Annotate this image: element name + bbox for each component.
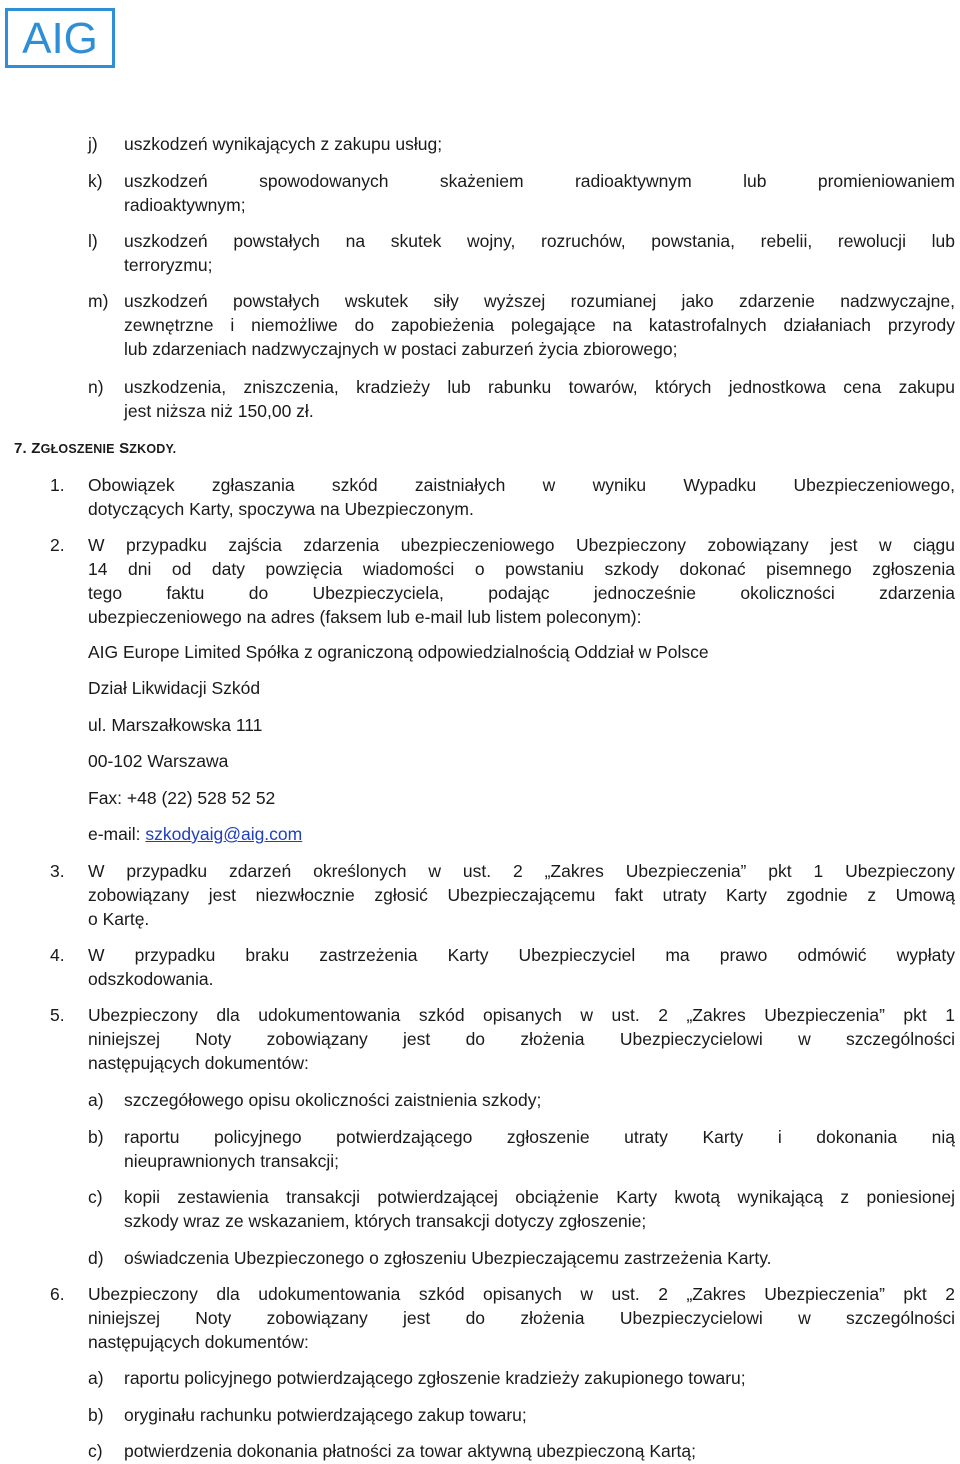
address-street: ul. Marszałkowska 111 — [88, 715, 263, 735]
list-item-text: lub zdarzeniach nadzwyczajnych w postaci zaburzeń życia zbiorowego; — [124, 339, 678, 359]
list-marker: c) — [88, 1441, 103, 1461]
list-item-text: szczegółowego opisu okoliczności zaistnienia szkody; — [124, 1090, 542, 1110]
list-item-text: uszkodzeń powstałych na skutek wojny, rozruchów, powstania, rebelii, rewolucji lub — [124, 231, 955, 251]
section-heading: 7. ZGŁOSZENIE SZKODY. — [14, 440, 177, 457]
paragraph-line: niniejszej Noty zobowiązany jest do złożenia Ubezpieczycielowi w szczególności — [88, 1308, 955, 1328]
point-number: 3. — [50, 861, 65, 881]
paragraph-line: zobowiązany jest niezwłocznie zgłosić Ubezpieczającemu fakt utraty Karty zgodnie z Umową — [88, 885, 955, 905]
paragraph-line: niniejszej Noty zobowiązany jest do złożenia Ubezpieczycielowi w szczególności — [88, 1029, 955, 1049]
paragraph-line: Obowiązek zgłaszania szkód zaistniałych w wyniku Wypadku Ubezpieczeniowego, — [88, 475, 955, 495]
list-marker: n) — [88, 377, 104, 397]
list-item-text: szkody wraz ze wskazaniem, których transakcji dotyczy zgłoszenie; — [124, 1211, 647, 1231]
paragraph-line: dotyczących Karty, spoczywa na Ubezpieczonym. — [88, 499, 474, 519]
list-item-text: potwierdzenia dokonania płatności za towar aktywną ubezpieczoną Kartą; — [124, 1441, 697, 1461]
list-item-text: uszkodzeń spowodowanych skażeniem radioaktywnym lub promieniowaniem — [124, 171, 955, 191]
list-marker: k) — [88, 171, 103, 191]
aig-logo-text: AIG — [22, 15, 98, 61]
point-number: 1. — [50, 475, 65, 495]
paragraph-line: ubezpieczeniowego na adres (faksem lub e-mail lub listem poleconym): — [88, 607, 642, 627]
list-item-text: raportu policyjnego potwierdzającego zgłoszenie utraty Karty i dokonania nią — [124, 1127, 955, 1147]
email-label: e-mail: — [88, 824, 146, 844]
list-item-text: oświadczenia Ubezpieczonego o zgłoszeniu Ubezpieczającemu zastrzeżenia Karty. — [124, 1248, 772, 1268]
list-item-text: zewnętrzne i niemożliwe do zapobieżenia polegające na katastrofalnych działaniach przyrody — [124, 315, 955, 335]
address-email-row — [88, 823, 302, 846]
paragraph-line: tego faktu do Ubezpieczyciela, podając jednocześnie okoliczności zdarzenia — [88, 583, 955, 603]
list-item-text: terroryzmu; — [124, 255, 213, 275]
list-item-text: oryginału rachunku potwierdzającego zakup towaru; — [124, 1405, 527, 1425]
list-marker: d) — [88, 1248, 104, 1268]
paragraph-line: o Kartę. — [88, 909, 150, 929]
paragraph-line: Ubezpieczony dla udokumentowania szkód opisanych w ust. 2 „Zakres Ubezpieczenia” pkt 2 — [88, 1284, 955, 1304]
point-number: 4. — [50, 945, 65, 965]
list-marker: a) — [88, 1368, 104, 1388]
list-item-text: uszkodzenia, zniszczenia, kradzieży lub rabunku towarów, których jednostkowa cena zakupu — [124, 377, 955, 397]
list-marker: c) — [88, 1187, 103, 1207]
list-item-text: raportu policyjnego potwierdzającego zgłoszenie kradzieży zakupionego towaru; — [124, 1368, 746, 1388]
address-fax: Fax: +48 (22) 528 52 52 — [88, 788, 276, 808]
address-company: AIG Europe Limited Spółka z ograniczoną odpowiedzialnością Oddział w Polsce — [88, 642, 709, 662]
paragraph-line: następujących dokumentów: — [88, 1332, 309, 1352]
list-marker: a) — [88, 1090, 104, 1110]
paragraph-line: W przypadku zajścia zdarzenia ubezpieczeniowego Ubezpieczony zobowiązany jest w ciągu — [88, 535, 955, 555]
list-marker: b) — [88, 1127, 104, 1147]
list-item-text: uszkodzeń wynikających z zakupu usług; — [124, 134, 443, 154]
list-item-text: radioaktywnym; — [124, 195, 246, 215]
list-item-text: uszkodzeń powstałych wskutek siły wyższej rozumianej jako zdarzenie nadzwyczajne, — [124, 291, 955, 311]
point-number: 6. — [50, 1284, 65, 1304]
paragraph-line: następujących dokumentów: — [88, 1053, 309, 1073]
point-number: 5. — [50, 1005, 65, 1025]
address-department: Dział Likwidacji Szkód — [88, 678, 261, 698]
email-link[interactable]: szkodyaig@aig.com — [145, 824, 303, 844]
list-marker: j) — [88, 134, 98, 154]
list-item-text: jest niższa niż 150,00 zł. — [124, 401, 314, 421]
paragraph-line: 14 dni od daty powzięcia wiadomości o powstaniu szkody dokonać pisemnego zgłoszenia — [88, 559, 955, 579]
paragraph-line: W przypadku zdarzeń określonych w ust. 2 „Zakres Ubezpieczenia” pkt 1 Ubezpieczony — [88, 861, 955, 881]
list-marker: m) — [88, 291, 109, 311]
list-item-text: kopii zestawienia transakcji potwierdzającej obciążenie Karty kwotą wynikającą z poniesionej — [124, 1187, 955, 1207]
paragraph-line: Ubezpieczony dla udokumentowania szkód opisanych w ust. 2 „Zakres Ubezpieczenia” pkt 1 — [88, 1005, 955, 1025]
point-number: 2. — [50, 535, 65, 555]
paragraph-line: W przypadku braku zastrzeżenia Karty Ubezpieczyciel ma prawo odmówić wypłaty — [88, 945, 955, 965]
list-item-text: nieuprawnionych transakcji; — [124, 1151, 339, 1171]
list-marker: b) — [88, 1405, 104, 1425]
address-city: 00-102 Warszawa — [88, 751, 229, 771]
list-marker: l) — [88, 231, 98, 251]
paragraph-line: odszkodowania. — [88, 969, 214, 989]
